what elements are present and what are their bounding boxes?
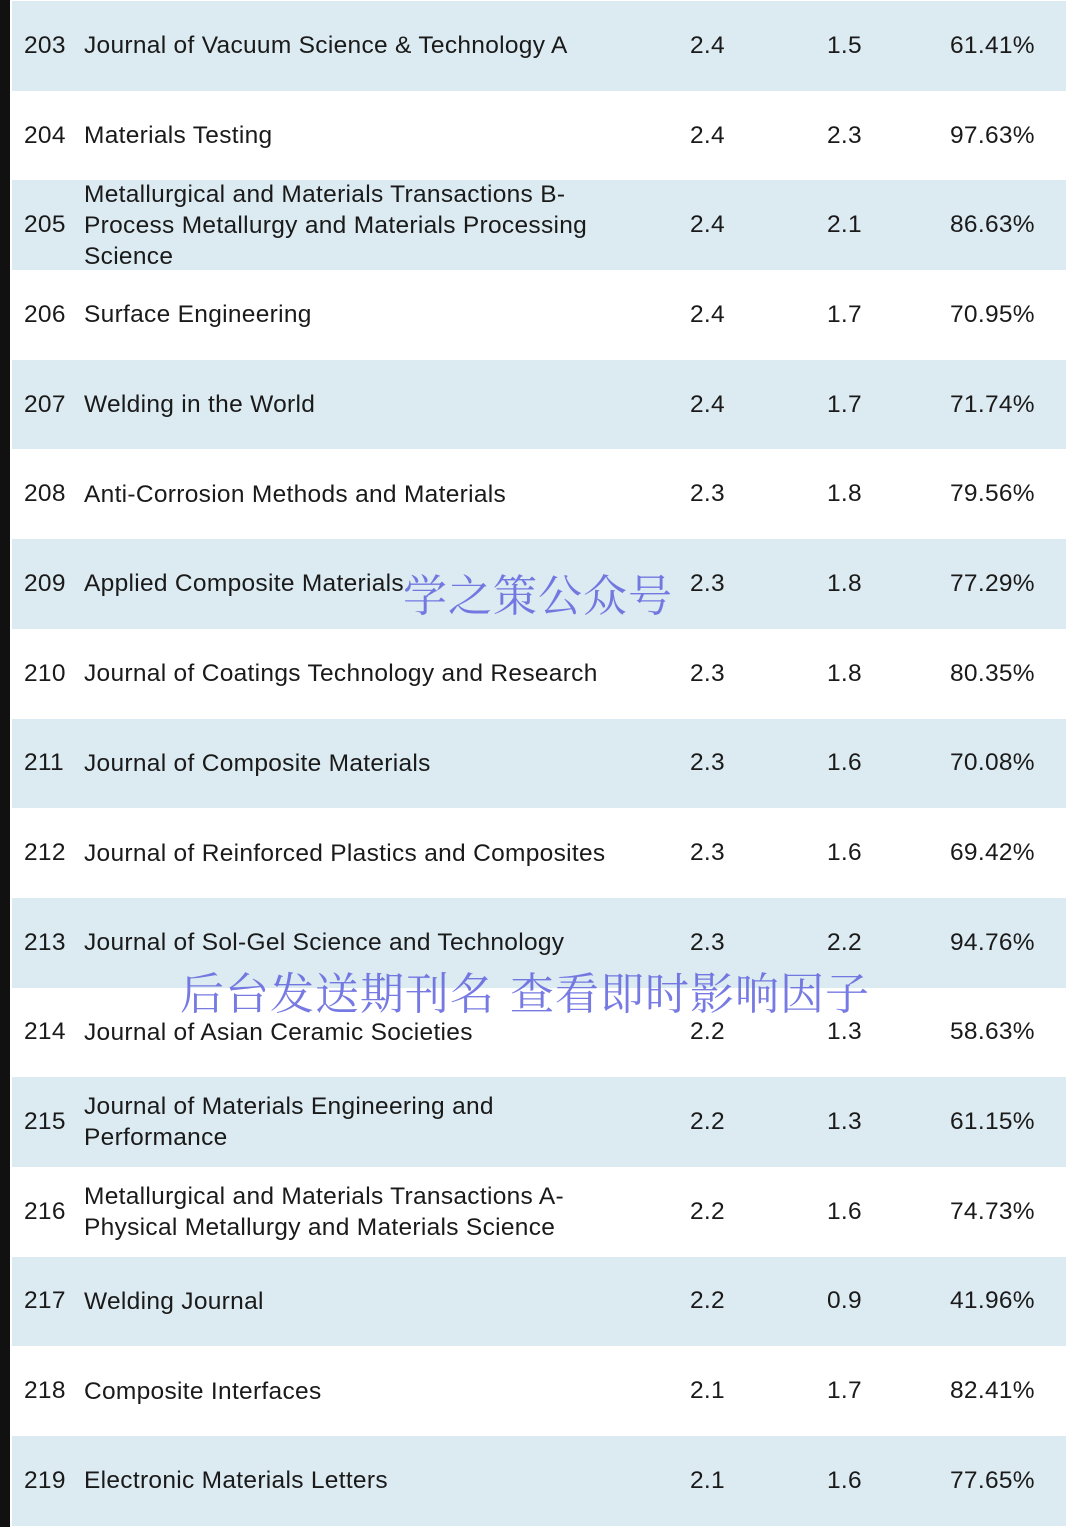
table-row (12, 1167, 1066, 1257)
rank-cell: 208 (24, 480, 66, 508)
table-row (12, 180, 1066, 270)
second-metric-cell: 1.6 (827, 1197, 862, 1225)
table-row (12, 1436, 1066, 1526)
page-left-edge (0, 0, 10, 1527)
journal-name-cell: Anti-Corrosion Methods and Materials (84, 480, 507, 508)
percentage-cell: 97.63% (950, 121, 1035, 149)
impact-factor-cell: 2.3 (690, 569, 725, 597)
rank-cell: 207 (24, 390, 66, 418)
rank-cell: 205 (24, 211, 66, 239)
table-row (12, 270, 1066, 360)
table-row (12, 449, 1066, 539)
percentage-cell: 80.35% (950, 659, 1035, 687)
rank-cell: 203 (24, 31, 66, 59)
impact-factor-cell: 2.3 (690, 928, 725, 956)
table-row (12, 629, 1066, 719)
rank-cell: 219 (24, 1466, 66, 1494)
journal-name-cell: Journal of Composite Materials (84, 749, 431, 777)
rank-cell: 218 (24, 1377, 66, 1405)
journal-name-cell: Welding Journal (84, 1287, 264, 1315)
impact-factor-cell: 2.2 (690, 1108, 725, 1136)
journal-name-cell: Journal of Vacuum Science & Technology A (84, 32, 568, 60)
table-row (12, 808, 1066, 898)
journal-name-cell: Applied Composite Materials (84, 570, 404, 598)
rank-cell: 209 (24, 569, 66, 597)
journal-name-cell: Metallurgical and Materials Transactions A- Physical Metallurgy and Materials Science (84, 1182, 564, 1241)
journal-name-cell: Journal of Reinforced Plastics and Composites (84, 839, 606, 867)
second-metric-cell: 1.7 (827, 300, 862, 328)
rank-cell: 214 (24, 1018, 66, 1046)
percentage-cell: 41.96% (950, 1287, 1035, 1315)
percentage-cell: 69.42% (950, 839, 1035, 867)
percentage-cell: 58.63% (950, 1018, 1035, 1046)
second-metric-cell: 0.9 (827, 1287, 862, 1315)
table-row (12, 1077, 1066, 1167)
rank-cell: 204 (24, 121, 66, 149)
percentage-cell: 77.29% (950, 569, 1035, 597)
rank-cell: 206 (24, 300, 66, 328)
impact-factor-cell: 2.4 (690, 31, 725, 59)
journal-name-cell: Surface Engineering (84, 301, 312, 329)
impact-factor-cell: 2.4 (690, 121, 725, 149)
impact-factor-cell: 2.3 (690, 839, 725, 867)
impact-factor-cell: 2.4 (690, 390, 725, 418)
second-metric-cell: 1.6 (827, 749, 862, 777)
impact-factor-cell: 2.2 (690, 1018, 725, 1046)
journal-name-cell: Composite Interfaces (84, 1377, 322, 1405)
percentage-cell: 61.15% (950, 1108, 1035, 1136)
page-right-edge (1068, 0, 1080, 1527)
impact-factor-cell: 2.3 (690, 659, 725, 687)
journal-table (12, 1, 1066, 1526)
percentage-cell: 71.74% (950, 390, 1035, 418)
second-metric-cell: 1.7 (827, 1377, 862, 1405)
impact-factor-cell: 2.4 (690, 300, 725, 328)
second-metric-cell: 2.3 (827, 121, 862, 149)
impact-factor-cell: 2.3 (690, 749, 725, 777)
journal-name-cell: Journal of Asian Ceramic Societies (84, 1018, 473, 1046)
percentage-cell: 74.73% (950, 1197, 1035, 1225)
percentage-cell: 77.65% (950, 1466, 1035, 1494)
second-metric-cell: 1.8 (827, 569, 862, 597)
journal-name-cell: Journal of Materials Engineering and Performance (84, 1093, 494, 1152)
impact-factor-cell: 2.1 (690, 1377, 725, 1405)
second-metric-cell: 2.1 (827, 211, 862, 239)
journal-name-cell: Electronic Materials Letters (84, 1467, 388, 1495)
watermark-hint: 后台发送期刊名 查看即时影响因子 (180, 969, 870, 1020)
journal-name-cell: Metallurgical and Materials Transactions B- Process Metallurgy and Materials Processing Science (84, 180, 588, 270)
table-row (12, 1257, 1066, 1347)
second-metric-cell: 1.3 (827, 1108, 862, 1136)
second-metric-cell: 1.5 (827, 31, 862, 59)
second-metric-cell: 1.8 (827, 659, 862, 687)
table-row (12, 360, 1066, 450)
impact-factor-cell: 2.4 (690, 211, 725, 239)
journal-name-cell: Journal of Sol-Gel Science and Technology (84, 929, 565, 957)
impact-factor-cell: 2.2 (690, 1197, 725, 1225)
second-metric-cell: 1.6 (827, 1466, 862, 1494)
table-row (12, 1, 1066, 91)
rank-cell: 215 (24, 1108, 66, 1136)
percentage-cell: 94.76% (950, 928, 1035, 956)
impact-factor-cell: 2.2 (690, 1287, 725, 1315)
percentage-cell: 61.41% (950, 31, 1035, 59)
second-metric-cell: 1.8 (827, 480, 862, 508)
table-row (12, 1346, 1066, 1436)
second-metric-cell: 2.2 (827, 928, 862, 956)
rank-cell: 210 (24, 659, 66, 687)
percentage-cell: 70.95% (950, 300, 1035, 328)
watermark-account: 学之策公众号 (403, 571, 673, 622)
rank-cell: 216 (24, 1197, 66, 1225)
impact-factor-cell: 2.3 (690, 480, 725, 508)
impact-factor-cell: 2.1 (690, 1466, 725, 1494)
journal-name-cell: Journal of Coatings Technology and Research (84, 660, 598, 688)
percentage-cell: 86.63% (950, 211, 1035, 239)
rank-cell: 212 (24, 839, 66, 867)
percentage-cell: 82.41% (950, 1377, 1035, 1405)
rank-cell: 217 (24, 1287, 66, 1315)
second-metric-cell: 1.3 (827, 1018, 862, 1046)
second-metric-cell: 1.6 (827, 839, 862, 867)
second-metric-cell: 1.7 (827, 390, 862, 418)
rank-cell: 211 (24, 749, 64, 777)
journal-name-cell: Materials Testing (84, 122, 273, 150)
journal-name-cell: Welding in the World (84, 391, 316, 419)
percentage-cell: 70.08% (950, 749, 1035, 777)
table-row (12, 719, 1066, 809)
percentage-cell: 79.56% (950, 480, 1035, 508)
table-row (12, 91, 1066, 181)
rank-cell: 213 (24, 928, 66, 956)
